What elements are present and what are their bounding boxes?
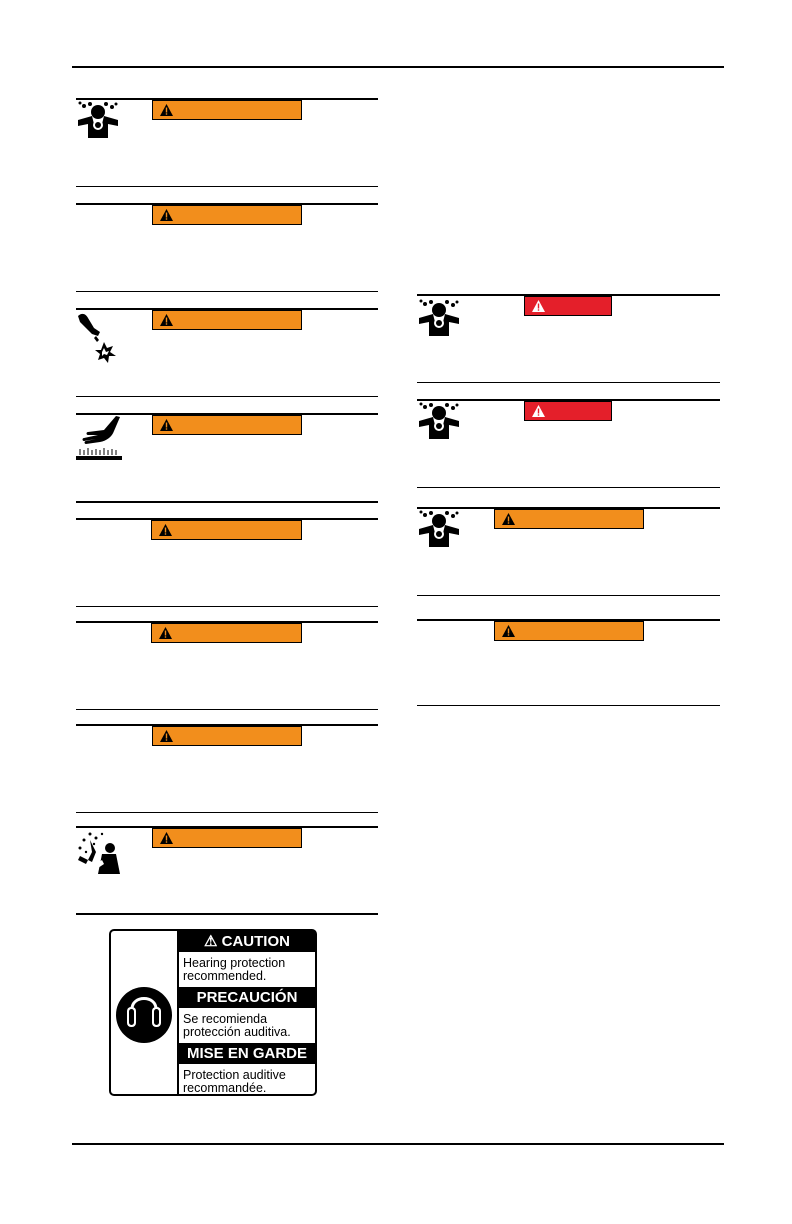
hot-surface-icon xyxy=(76,415,124,461)
label-text-panel xyxy=(179,931,315,1094)
warning-block xyxy=(76,203,378,293)
caution-text: Hearing protection recommended. xyxy=(183,956,286,983)
rule-bottom xyxy=(76,913,378,915)
precaucion-text: Se recomienda protección auditiva. xyxy=(183,1012,291,1039)
rule-bottom xyxy=(76,501,378,503)
mise-en-garde-text: Protection auditive recommandée. xyxy=(183,1068,286,1095)
page-number xyxy=(771,0,785,56)
warning-block xyxy=(417,619,720,709)
danger-banner xyxy=(524,401,612,421)
hearing-protection-label xyxy=(109,929,317,1096)
rule-bottom xyxy=(76,812,378,813)
splash-hazard-icon xyxy=(76,830,122,876)
warning-triangle-icon xyxy=(160,104,173,116)
warning-block xyxy=(76,518,378,608)
warning-block xyxy=(76,413,378,503)
warning-triangle-icon xyxy=(159,627,172,639)
warning-triangle-icon xyxy=(160,419,173,431)
rule-bottom xyxy=(76,709,378,710)
warning-triangle-icon xyxy=(160,209,173,221)
danger-block xyxy=(417,399,720,489)
warning-banner xyxy=(494,621,644,641)
precaucion-header: PRECAUCIÓN xyxy=(179,987,315,1008)
warning-banner xyxy=(152,100,302,120)
rule-bottom xyxy=(76,396,378,397)
header-rule xyxy=(72,66,724,68)
warning-block xyxy=(76,826,378,916)
warning-banner xyxy=(494,509,644,529)
warning-block xyxy=(417,507,720,597)
warning-triangle-icon xyxy=(160,730,173,742)
rule-bottom xyxy=(417,382,720,383)
warning-triangle-icon xyxy=(160,314,173,326)
footer-rule xyxy=(72,1143,724,1145)
warning-triangle-icon xyxy=(159,524,172,536)
warning-block xyxy=(76,308,378,398)
toxic-fumes-icon xyxy=(76,100,120,140)
warning-block xyxy=(76,98,378,188)
warning-block xyxy=(76,621,378,711)
warning-banner xyxy=(152,828,302,848)
warning-triangle-icon xyxy=(160,832,173,844)
hearing-protection-icon xyxy=(111,931,177,1094)
danger-block xyxy=(417,294,720,384)
warning-banner xyxy=(152,205,302,225)
warning-banner xyxy=(152,415,302,435)
warning-banner xyxy=(152,726,302,746)
hand-injury-icon xyxy=(76,310,120,366)
rule-bottom xyxy=(76,291,378,292)
rule-bottom xyxy=(76,606,378,607)
rule-bottom xyxy=(417,487,720,488)
caution-header: ⚠ CAUTION xyxy=(179,931,315,952)
warning-banner xyxy=(151,623,302,643)
warning-banner xyxy=(151,520,302,540)
warning-triangle-icon xyxy=(532,405,545,417)
warning-triangle-icon xyxy=(532,300,545,312)
warning-banner xyxy=(152,310,302,330)
toxic-fumes-icon xyxy=(417,509,461,549)
warning-triangle-icon xyxy=(502,513,515,525)
rule-bottom xyxy=(76,186,378,187)
warning-block xyxy=(76,724,378,814)
rule-bottom xyxy=(417,705,720,706)
warning-triangle-icon xyxy=(502,625,515,637)
label-icon-panel xyxy=(111,931,179,1094)
rule-bottom xyxy=(417,595,720,596)
toxic-fumes-icon xyxy=(417,401,461,441)
mise-en-garde-header: MISE EN GARDE xyxy=(179,1043,315,1064)
toxic-fumes-icon xyxy=(417,298,461,338)
danger-banner xyxy=(524,296,612,316)
